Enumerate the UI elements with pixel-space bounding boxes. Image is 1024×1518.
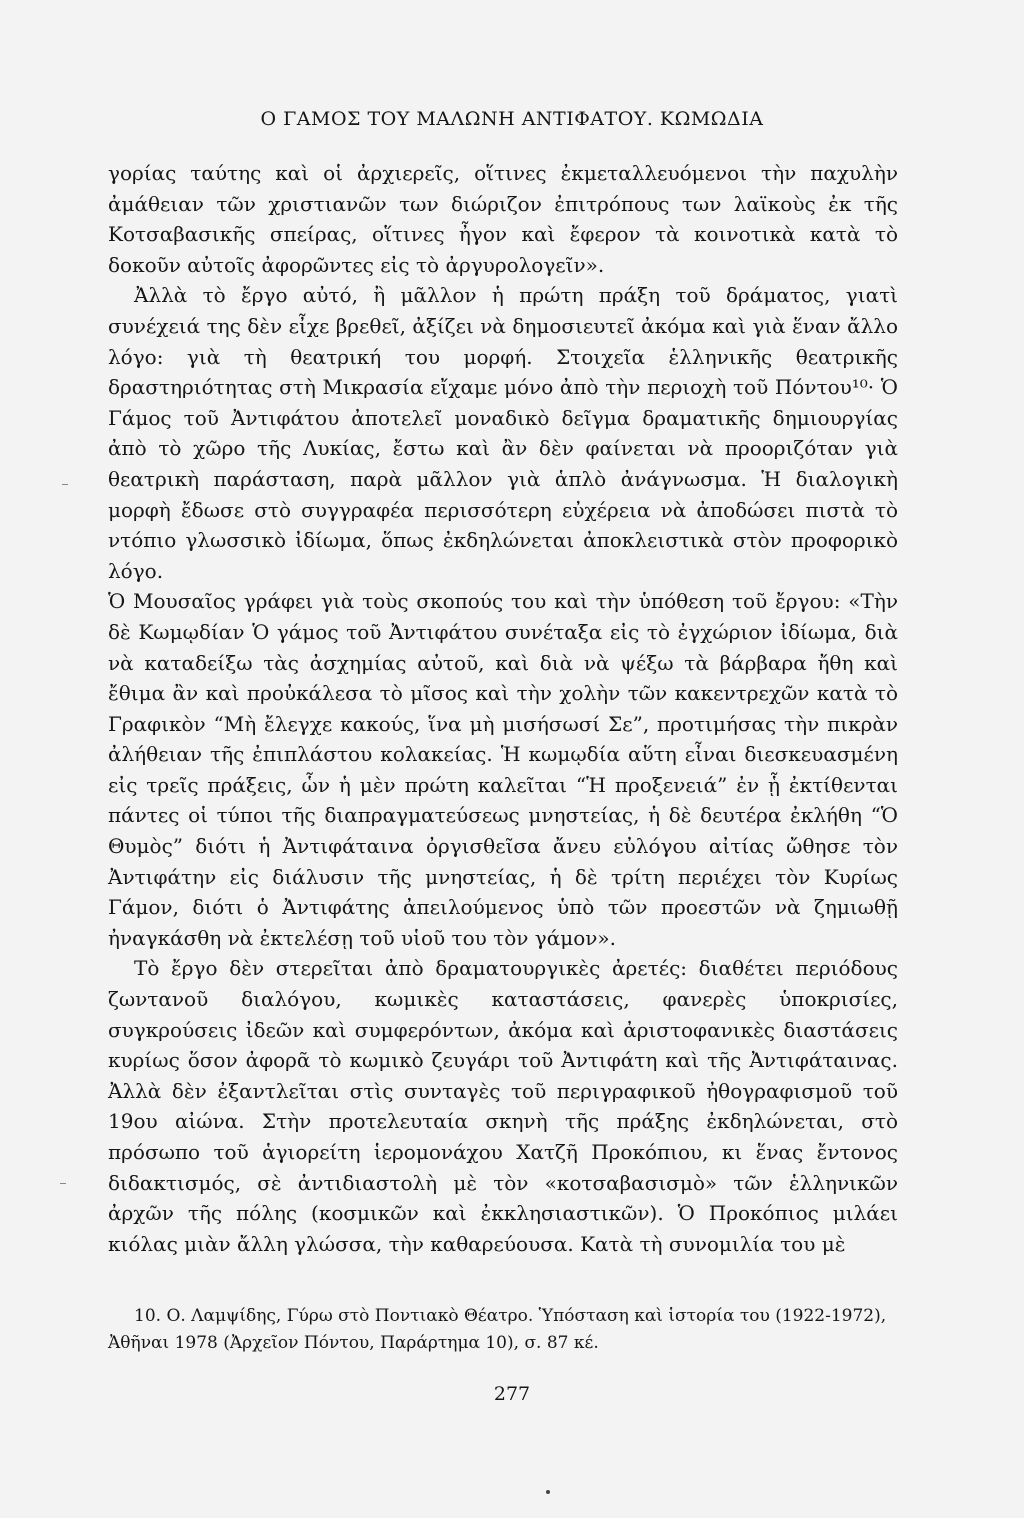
- margin-mark: [60, 1183, 66, 1184]
- body-text: [108, 158, 898, 1259]
- margin-mark: [62, 484, 68, 485]
- paragraph-continuation: γορίας ταύτης καὶ οἱ ἀρχιερεῖς, οἵτινες ἐκμεταλλευόμενοι τὴν παχυλὴν ἀμάθειαν τῶν χριστιανῶν των διώριζον ἐπιτρόπους των λαϊκοὺς ἐκ τῆς Κοτσαβασικῆς σπείρας, οἵτινες ἦγον καὶ ἔφερον τὰ κοινοτικὰ κατὰ τὸ δοκοῦν αὐτοῖς ἀφορῶντες εἰς τὸ ἀργυρολογεῖν».: [108, 161, 898, 277]
- page-number: 277: [493, 1383, 531, 1405]
- paragraph-dramaturgical-virtues: Τὸ ἔργο δὲν στερεῖται ἀπὸ δραματουργικὲς ἀρετές: διαθέτει περιόδους ζωντανοῦ διαλόγου, κωμικὲς καταστάσεις, φανερὲς ὑποκρισίες, συγκρούσεις ἰδεῶν καὶ συμφερόντων, ἀκόμα καὶ ἀριστοφανικὲς διαστάσεις κυρίως ὅσον ἀφορᾶ τὸ κωμικὸ ζευγάρι τοῦ Ἀντιφάτη καὶ τῆς Ἀντιφάταινας. Ἀλλὰ δὲν ἐξαντλεῖται στὶς συνταγὲς τοῦ περιγραφικοῦ ἠθογραφισμοῦ τοῦ 19ου αἰώνα. Στὴν προτελευταία σκηνὴ τῆς πράξης ἐκδηλώνεται, στὸ πρόσωπο τοῦ ἁγιορείτη ἱερομονάχου Χατζῆ Προκόπιου, κι ἕνας ἔντονος διδακτισμός, σὲ ἀντιδιαστολὴ μὲ τὸν «κοτσαβασισμὸ» τῶν ἑλληνικῶν ἀρχῶν τῆς πόλης (κοσμικῶν καὶ ἐκκλησιαστικῶν). Ὁ Προκόπιος μιλάει κιόλας μιὰν ἄλλη γλώσσα, τὴν καθαρεύουσα. Κατὰ τὴ συνομιλία του μὲ: [108, 956, 898, 1256]
- ink-speck: [546, 1490, 550, 1494]
- running-head: Ο ΓΑΜΟΣ ΤΟΥ ΜΑΛΩΝΗ ΑΝΤΙΦΑΤΟΥ. ΚΩΜΩΔΙΑ: [260, 108, 764, 130]
- footnote: [108, 1303, 898, 1357]
- paragraph-mousaios-quote: Ὁ Μουσαῖος γράφει γιὰ τοὺς σκοπούς του καὶ τὴν ὑπόθεση τοῦ ἔργου: «Τὴν δὲ Κωμῳδίαν Ὁ γάμος τοῦ Ἀντιφάτου συνέταξα εἰς τὸ ἐγχώριον ἰδίωμα, διὰ νὰ καταδείξω τὰς ἀσχημίας αὐτοῦ, καὶ διὰ νὰ ψέξω τὰ βάρβαρα ἤθη καὶ ἔθιμα ἂν καὶ προὐκάλεσα τὸ μῖσος καὶ τὴν χολὴν τῶν κακεντρεχῶν κατὰ τὸ Γραφικὸν “Μὴ ἔλεγχε κακούς, ἵνα μὴ μισήσωσί Σε”, προτιμήσας τὴν πικρὰν ἀλήθειαν τῆς ἐπιπλάστου κολακείας. Ἡ κωμῳδία αὕτη εἶναι διεσκευασμένη εἰς τρεῖς πράξεις, ὧν ἡ μὲν πρώτη καλεῖται “Ἡ προξενειά” ἐν ᾗ ἐκτίθενται πάντες οἱ τύποι τῆς διαπραγματεύσεως μνηστείας, ἡ δὲ δευτέρα ἐκλήθη “Ὁ Θυμὸς” διότι ἡ Ἀντιφάταινα ὀργισθεῖσα ἄνευ εὐλόγου αἰτίας ὤθησε τὸν Ἀντιφάτην εἰς διάλυσιν τῆς μνηστείας, ἡ δὲ τρίτη περιέχει τὸν Κυρίως Γάμον, διότι ὁ Ἀντιφάτης ἀπειλούμενος ὑπὸ τῶν προεστῶν νὰ ζημιωθῇ ἠναγκάσθη νὰ ἐκτελέσῃ τοῦ υἱοῦ του τὸν γάμον».: [108, 589, 898, 950]
- footnote-10: 10. Ο. Λαμψίδης, Γύρω στὸ Ποντιακὸ Θέατρο. Ὑπόσταση καὶ ἱστορία του (1922-1972), Ἀθῆναι 1978 (Ἀρχεῖον Πόντου, Παράρτημα 10), σ. 87 κέ.: [108, 1306, 887, 1353]
- paragraph-theatrical-form: Ἀλλὰ τὸ ἔργο αὐτό, ἢ μᾶλλον ἡ πρώτη πράξη τοῦ δράματος, γιατὶ συνέχειά της δὲν εἶχε βρεθεῖ, ἀξίζει νὰ δημοσιευτεῖ ἀκόμα καὶ γιὰ ἕναν ἄλλο λόγο: γιὰ τὴ θεατρική του μορφή. Στοιχεῖα ἑλληνικῆς θεατρικῆς δραστηριότητας στὴ Μικρασία εἴχαμε μόνο ἀπὸ τὴν περιοχὴ τοῦ Πόντου¹⁰· Ὁ Γάμος τοῦ Ἀντιφάτου ἀποτελεῖ μοναδικὸ δεῖγμα δραματικῆς δημιουργίας ἀπὸ τὸ χῶρο τῆς Λυκίας, ἔστω καὶ ἂν δὲν φαίνεται νὰ προοριζόταν γιὰ θεατρικὴ παράσταση, παρὰ μᾶλλον γιὰ ἁπλὸ ἀνάγνωσμα. Ἡ διαλογικὴ μορφὴ ἔδωσε στὸ συγγραφέα περισσότερη εὐχέρεια νὰ ἀποδώσει πιστὰ τὸ ντόπιο γλωσσικὸ ἰδίωμα, ὅπως ἐκδηλώνεται ἀποκλειστικὰ στὸν προφορικὸ λόγο.: [108, 283, 898, 583]
